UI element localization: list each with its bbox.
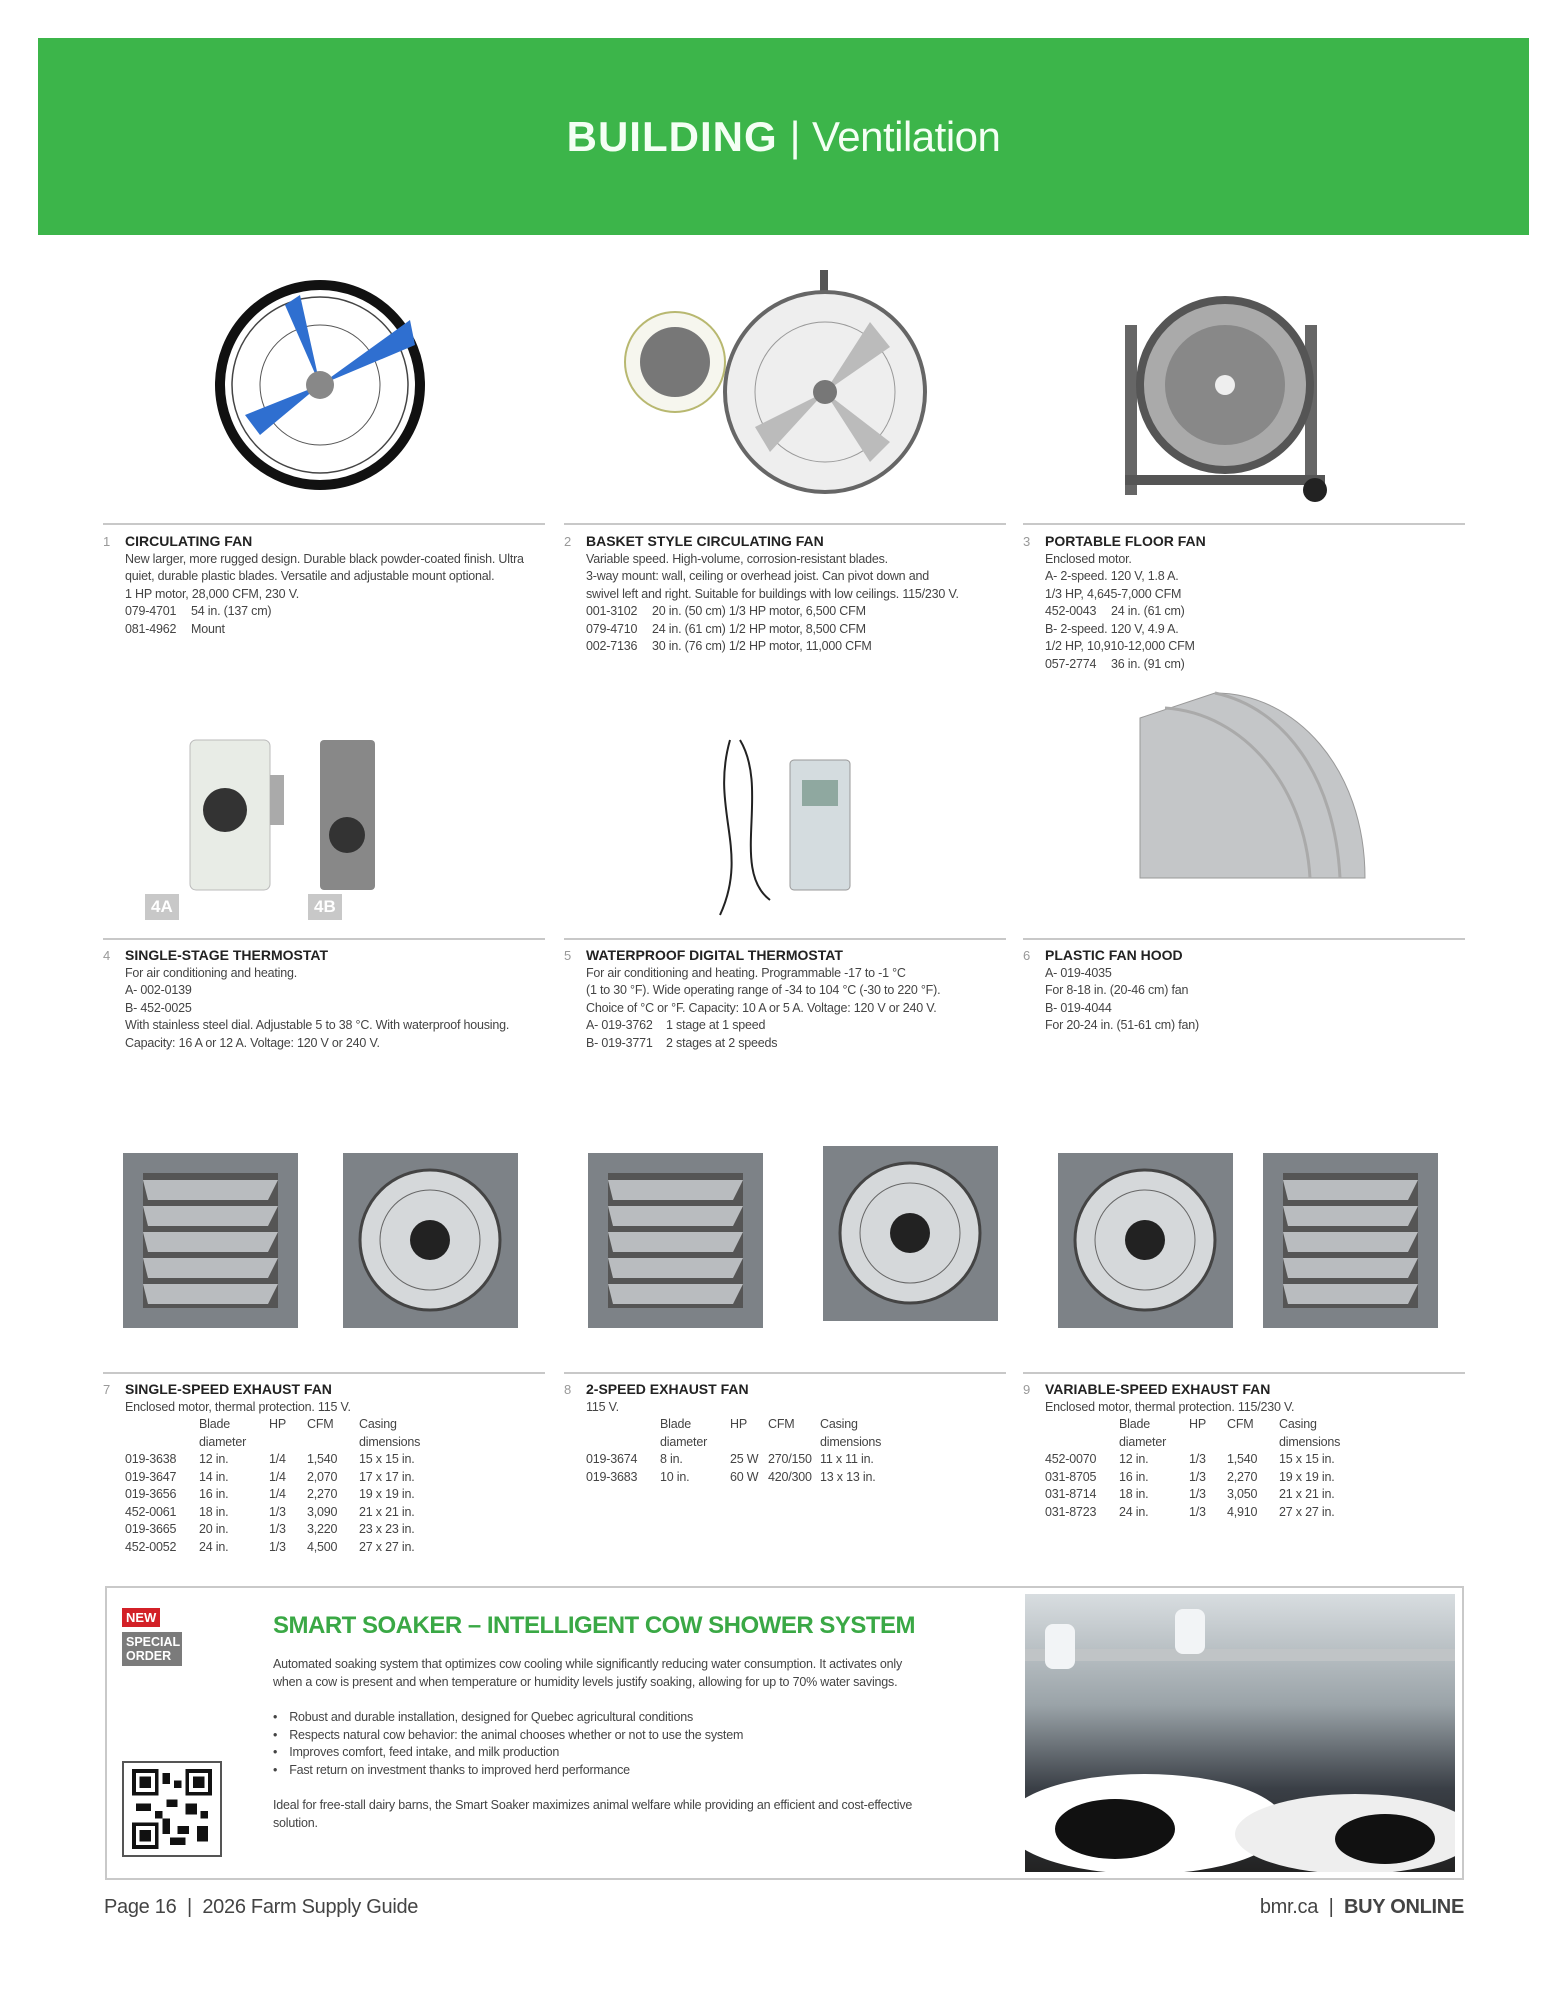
variant-label-4a: 4A [145,894,179,920]
feature-bullet: • Fast return on investment thanks to improved herd performance [273,1762,913,1780]
section-title: BUILDING [566,112,778,160]
sku-code: B- 019-3771 [586,1035,653,1050]
exhaust-fan-blade-image [335,1145,525,1335]
table-cell: 019-3674 [586,1452,638,1466]
sku-code: 081-4962 [125,621,177,636]
promo-title: SMART SOAKER – INTELLIGENT COW SHOWER SYSTEM [273,1612,916,1639]
divider [1023,938,1465,940]
table-cell: 17 x 17 in. [359,1469,415,1484]
description-line: With stainless steel dial. Adjustable 5 to 38 °C. With waterproof housing. [125,1018,510,1032]
section-subtitle: Ventilation [812,112,1001,160]
table-cell: 60 W [730,1469,759,1484]
table-cell: 2,070 [307,1469,338,1484]
table-row [1045,1451,1369,1469]
column-header: Blade diameter [660,1417,708,1449]
footer-separator: | [186,1896,192,1918]
table-cell: 15 x 15 in. [359,1452,415,1466]
sku-desc: 20 in. (50 cm) 1/3 HP motor, 6,500 CFM [652,604,866,618]
table-cell: 27 x 27 in. [1279,1504,1335,1519]
description-line: 1/2 HP, 10,910-12,000 CFM [1045,639,1195,653]
table-cell: 019-3665 [125,1522,177,1536]
product-basket-fan [564,533,1006,656]
column-header: CFM [768,1417,795,1431]
description-line: Enclosed motor, thermal protection. 115 V. [125,1399,351,1414]
cow-shower-photo [1025,1594,1455,1872]
table-cell: 2,270 [1227,1469,1258,1484]
sku-code: 001-3102 [586,604,638,618]
table-cell: 452-0061 [125,1504,177,1519]
table-row [1045,1469,1369,1487]
description-line: For 20-24 in. (51-61 cm) fan) [1045,1018,1199,1032]
column-header: Casing dimensions [820,1417,882,1449]
table-cell: 19 x 19 in. [359,1487,415,1501]
description-line: Enclosed motor, thermal protection. 115/230 V. [1045,1399,1295,1414]
product-single-stage-thermostat [103,947,545,1052]
sku-desc: 24 in. (61 cm) 1/2 HP motor, 8,500 CFM [652,621,866,636]
sku-desc: 30 in. (76 cm) 1/2 HP motor, 11,000 CFM [652,639,872,653]
divider [103,938,545,940]
buy-online-link[interactable]: BUY ONLINE [1344,1896,1464,1918]
portable-floor-fan-image [1115,295,1335,510]
table-row [125,1539,449,1557]
table-cell: 3,090 [307,1504,338,1519]
table-cell: 452-0070 [1045,1452,1097,1466]
description-line: 1/3 HP, 4,645-7,000 CFM [1045,586,1182,601]
divider [564,938,1006,940]
description-line: (1 to 30 °F). Wide operating range of -34 to 104 °C (-30 to 220 °F). [586,983,941,997]
table-cell: 25 W [730,1452,759,1466]
special-order-badge: SPECIAL ORDER [122,1632,182,1666]
description-line: A- 2-speed. 120 V, 1.8 A. [1045,569,1179,583]
table-cell: 3,050 [1227,1487,1258,1501]
table-cell: 1/3 [1189,1504,1206,1519]
table-cell: 18 in. [199,1504,229,1519]
divider [1023,523,1465,525]
item-number: 5 [564,948,572,963]
sku-row [125,603,545,621]
item-number: 8 [564,1382,572,1397]
table-header-row [1045,1416,1369,1451]
description-line: Capacity: 16 A or 12 A. Voltage: 120 V or 240 V. [125,1035,380,1050]
description-line: Enclosed motor. [1045,551,1132,566]
divider [103,1372,545,1374]
item-number: 3 [1023,534,1031,549]
product-title: CIRCULATING FAN [125,533,253,549]
table-cell: 3,220 [307,1522,338,1536]
footer-right [1260,1896,1464,1919]
table-cell: 23 x 23 in. [359,1522,415,1536]
page-number: Page 16 [104,1896,177,1918]
description-line: B- 452-0025 [125,1000,192,1015]
item-number: 7 [103,1382,111,1397]
product-digital-thermostat [564,947,1006,1052]
column-header: CFM [1227,1417,1254,1431]
promo-closing: Ideal for free-stall dairy barns, the Smart Soaker maximizes animal welfare while providing an efficient and cost-effective solution. [273,1798,913,1830]
column-header: Blade diameter [199,1417,247,1449]
sku-code: 057-2774 [1045,656,1097,671]
smart-soaker-promo [105,1586,1464,1880]
table-cell: 420/300 [768,1469,812,1484]
sku-row [586,638,1006,656]
table-cell: 21 x 21 in. [1279,1487,1335,1501]
plastic-hood-image [1135,688,1370,883]
description-line: New larger, more rugged design. Durable black powder-coated finish. Ultra [125,551,524,566]
table-cell: 1/3 [1189,1452,1206,1466]
divider [564,523,1006,525]
sku-desc: Mount [191,621,225,636]
item-number: 9 [1023,1382,1031,1397]
product-title: PLASTIC FAN HOOD [1045,947,1183,963]
product-title: PORTABLE FLOOR FAN [1045,533,1206,549]
table-cell: 1/3 [1189,1469,1206,1484]
table-cell: 15 x 15 in. [1279,1452,1335,1466]
column-header: HP [730,1417,747,1431]
product-variable-speed-exhaust [1023,1381,1465,1521]
table-header-row [125,1416,449,1451]
product-2-speed-exhaust [564,1381,1006,1486]
description-line: 115 V. [586,1399,619,1414]
table-cell: 19 x 19 in. [1279,1469,1335,1484]
exhaust-fan-blade-image [815,1138,1005,1328]
guide-title: 2026 Farm Supply Guide [202,1896,419,1918]
title-separator: | [789,112,801,160]
divider [564,1372,1006,1374]
product-title: VARIABLE-SPEED EXHAUST FAN [1045,1381,1271,1397]
table-cell: 24 in. [1119,1504,1149,1519]
table-cell: 8 in. [660,1452,683,1466]
column-header: HP [269,1417,286,1431]
table-cell: 10 in. [660,1469,690,1484]
section-header [38,38,1529,235]
product-title: SINGLE-STAGE THERMOSTAT [125,947,328,963]
description-line: For air conditioning and heating. [125,965,297,980]
sku-row [586,621,1006,639]
sku-code: 452-0043 [1045,604,1097,618]
footer-separator: | [1328,1896,1334,1918]
product-floor-fan [1023,533,1465,673]
sku-desc: 54 in. (137 cm) [191,604,272,618]
product-single-speed-exhaust [103,1381,545,1556]
table-cell: 14 in. [199,1469,229,1484]
description-line: quiet, durable plastic blades. Versatile and adjustable mount optional. [125,569,495,583]
table-cell: 031-8714 [1045,1487,1097,1501]
sku-code: 002-7136 [586,639,638,653]
table-row [125,1504,449,1522]
column-header: HP [1189,1417,1206,1431]
table-cell: 031-8705 [1045,1469,1097,1484]
table-cell: 019-3647 [125,1469,177,1484]
item-number: 2 [564,534,572,549]
table-cell: 16 in. [1119,1469,1149,1484]
table-cell: 1/4 [269,1469,286,1484]
table-cell: 1/4 [269,1487,286,1501]
description-line: 1 HP motor, 28,000 CFM, 230 V. [125,586,299,601]
product-circulating-fan [103,533,545,638]
table-cell: 1/3 [269,1504,286,1519]
table-row [586,1451,910,1469]
table-cell: 27 x 27 in. [359,1539,415,1554]
divider [103,523,545,525]
sku-row [125,621,545,639]
table-row [125,1521,449,1539]
table-cell: 2,270 [307,1487,338,1501]
feature-bullet: • Improves comfort, feed intake, and milk production [273,1744,913,1762]
table-row [125,1486,449,1504]
table-cell: 1/4 [269,1452,286,1466]
feature-bullet: • Respects natural cow behavior: the animal chooses whether or not to use the system [273,1727,913,1745]
table-cell: 1,540 [307,1452,338,1466]
description-line: 3-way mount: wall, ceiling or overhead joist. Can pivot down and [586,569,929,583]
table-cell: 11 x 11 in. [820,1452,874,1466]
table-cell: 270/150 [768,1452,812,1466]
table-cell: 13 x 13 in. [820,1469,876,1484]
table-cell: 031-8723 [1045,1504,1097,1519]
product-title: WATERPROOF DIGITAL THERMOSTAT [586,947,843,963]
feature-bullet: • Robust and durable installation, designed for Quebec agricultural conditions [273,1709,913,1727]
table-row [586,1469,910,1487]
sku-code: A- 019-3762 [586,1018,653,1032]
basket-fan-image [600,262,980,512]
promo-intro: Automated soaking system that optimizes cow cooling while significantly reducing water consumption. It activates only when a cow is present and when temperature or humidity levels justify soaking, allowing for up to 70% water savings. [273,1657,902,1689]
table-cell: 019-3656 [125,1487,177,1501]
column-header: Casing dimensions [359,1417,421,1449]
digital-thermostat-image [710,730,860,925]
spec-table [125,1416,449,1556]
table-cell: 21 x 21 in. [359,1504,415,1519]
table-row [125,1469,449,1487]
column-header: Blade diameter [1119,1417,1167,1449]
sku-code: 079-4710 [586,621,638,636]
table-cell: 1/3 [269,1539,286,1554]
description-line: A- 002-0139 [125,983,192,997]
description-line: A- 019-4035 [1045,965,1112,980]
table-cell: 4,910 [1227,1504,1258,1519]
description-line: Variable speed. High-volume, corrosion-resistant blades. [586,551,888,566]
table-cell: 452-0052 [125,1539,177,1554]
table-cell: 24 in. [199,1539,229,1554]
site-link[interactable]: bmr.ca [1259,1896,1319,1918]
table-row [125,1451,449,1469]
new-badge: NEW [122,1608,160,1627]
exhaust-fan-blade-image [1050,1145,1240,1335]
description-line: For 8-18 in. (20-46 cm) fan [1045,983,1189,997]
table-cell: 019-3683 [586,1469,638,1484]
exhaust-fan-louver-image [115,1145,305,1335]
spec-table [1045,1416,1369,1521]
circulating-fan-image [200,260,440,510]
column-header [1045,1416,1119,1451]
description-line: Choice of °C or °F. Capacity: 10 A or 5 A. Voltage: 120 V or 240 V. [586,1000,937,1015]
thermostat-images [145,735,385,920]
product-title: SINGLE-SPEED EXHAUST FAN [125,1381,332,1397]
sku-row [1045,603,1465,621]
footer-left [104,1896,418,1919]
item-number: 6 [1023,948,1031,963]
table-cell: 12 in. [1119,1452,1149,1466]
table-header-row [586,1416,910,1451]
divider [1023,1372,1465,1374]
table-cell: 1/3 [1189,1487,1206,1501]
sku-row [586,1017,1006,1035]
table-cell: 4,500 [307,1539,338,1554]
sku-desc: 1 stage at 1 speed [666,1018,766,1032]
table-cell: 1/3 [269,1522,286,1536]
sku-desc: 2 stages at 2 speeds [666,1035,778,1050]
table-cell: 12 in. [199,1452,229,1466]
item-number: 4 [103,948,111,963]
product-fan-hood [1023,947,1465,1035]
table-cell: 20 in. [199,1522,229,1536]
exhaust-fan-louver-image [1255,1145,1445,1335]
spec-table [586,1416,910,1486]
description-line: swivel left and right. Suitable for buildings with low ceilings. 115/230 V. [586,586,959,601]
sku-row [586,603,1006,621]
product-title: BASKET STYLE CIRCULATING FAN [586,533,824,549]
variant-label-4b: 4B [308,894,342,920]
column-header [586,1416,660,1451]
table-cell: 019-3638 [125,1452,177,1466]
description-line: For air conditioning and heating. Programmable -17 to -1 °C [586,965,906,980]
qr-code[interactable] [122,1761,222,1857]
sku-code: 079-4701 [125,604,177,618]
sku-desc: 24 in. (61 cm) [1111,604,1185,618]
table-row [1045,1486,1369,1504]
exhaust-fan-louver-image [580,1145,770,1335]
description-line: B- 019-4044 [1045,1000,1112,1015]
sku-row [586,1035,1006,1053]
column-header: Casing dimensions [1279,1417,1341,1449]
table-row [1045,1504,1369,1522]
sku-desc: 36 in. (91 cm) [1111,656,1185,671]
sku-row [1045,656,1465,674]
table-cell: 16 in. [199,1487,229,1501]
description-line: B- 2-speed. 120 V, 4.9 A. [1045,621,1179,636]
item-number: 1 [103,534,111,549]
table-cell: 18 in. [1119,1487,1149,1501]
product-title: 2-SPEED EXHAUST FAN [586,1381,749,1397]
table-cell: 1,540 [1227,1452,1258,1466]
column-header: CFM [307,1417,334,1431]
column-header [125,1416,199,1451]
